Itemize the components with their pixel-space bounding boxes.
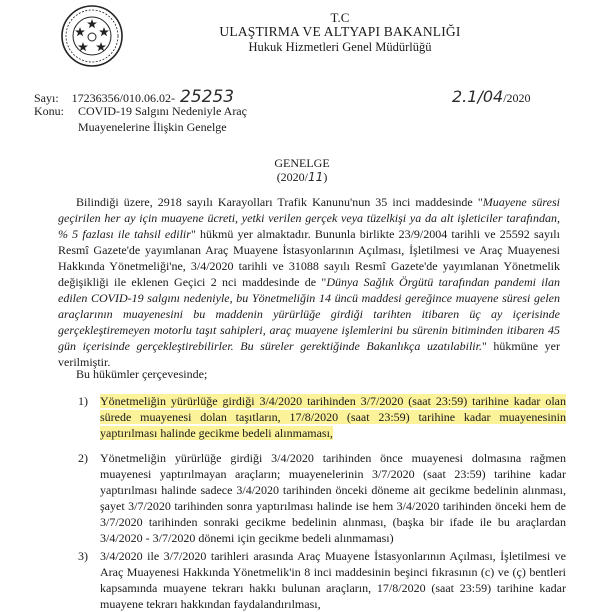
item-text: Yönetmeliğin yürürlüğe girdiği 3/4/2020 tarihinden önce muayenesi dolmasına rağmen muayenesi yaptırılmayan araçların; muayenelerinin 3/7/2020 (saat 23:59) tarihine kadar yaptırılması halinde sadece 3/4/2020 tarihinden önceki döneme ait gecikme bedelinin alınması, şayet 3/7/2020 tarihinden sonra yaptırılması halinde ise hem 3/4/2020 tarihinden önceki hem de 3/7/2020 tarihinden sonraki gecikme bedelinin alınması, (başka bir ifade ile bu araçlardan 3/4/2020 - 3/7/2020 dönemi için gecikme bedeli alınmaması) [100, 451, 566, 545]
date-row [452, 87, 531, 106]
item-2 [78, 450, 566, 546]
document-number: (2020/11) [276, 170, 328, 184]
konu-line2: Muayenelerine İlişkin Genelge [78, 120, 227, 134]
list-intro: Bu hükümler çerçevesinde; [76, 367, 208, 381]
document-title: GENELGE [274, 156, 330, 170]
header-ministry: ULAŞTIRMA VE ALTYAPI BAKANLIĞI [219, 24, 461, 39]
item-number: 2) [78, 451, 88, 465]
intro-paragraph: Bilindiği üzere, 2918 sayılı Karayolları Trafik Kanunu'nun 35 inci maddesinde "Muayene süresi geçirilen her ay için muayene ücreti, yetki verilen gerçek veya tüzelkişi ya da alt işleticiler tarafından, % 5 fazlası ile tahsil edilir" hükmü yer almaktadır. Bununla birlikte 23/9/2004 tarihli ve 25592 sayılı Resmî Gazete'de yayımlanan Araç Muayene İstasyonlarının Açılması, İşletilmesi ve Araç Muayenesi Hakkında Yönetmeliği'ne, 3/4/2020 tarihli ve 31088 sayılı Resmî Gazete'de yayımlanan Yönetmelik değişikliği ile eklenen Geçici 2 nci maddesinde de "Dünya Sağlık Örgütü tarafından pandemi ilan edilen COVID-19 salgını nedeniyle, bu Yönetmeliğin 14 üncü maddesi gereğince muayene süresi gelen araçlarının muayenesini bu maddenin yürürlüğe girdiği tarihten itibaren üç ay içerisinde gerçekleştiremeyen motorlu taşıt sahipleri, araç muayene işlemlerini bu sürenin bitiminden itibaren 45 gün içerisinde gerçekleştirebilirler. Bu süreler gerektiğinde Bakanlıkça uzatılabilir." hükmüne yer verilmiştir. [58, 195, 560, 369]
document-number-handwritten: 11 [308, 170, 324, 184]
date-handwritten: 2.1/04 [452, 87, 504, 106]
item-text: 3/4/2020 ile 3/7/2020 tarihleri arasında Araç Muayene İstasyonlarının Açılması, İşletilmesi ve Araç Muayenesi Hakkında Yönetmelik'in 8 inci maddesinin beşinci fıkrasının (c) ve (ç) bentleri kapsamında muayene tekrarı hakkı bulunan araçların, 17/8/2020 (saat 23:59) tarihine kadar muayene tekrarı hakkından faydalandırılması, [100, 549, 566, 611]
konu-line1: COVID-19 Salgını Nedeniyle Araç [78, 104, 247, 118]
header-directorate: Hukuk Hizmetleri Genel Müdürlüğü [248, 40, 432, 54]
item-number: 1) [78, 394, 88, 408]
sayi-value: 17236356/010.06.02- [71, 91, 176, 105]
sayi-label: Sayı: [34, 91, 59, 105]
item-3 [78, 548, 566, 612]
konu-label: Konu: [34, 104, 64, 118]
ministry-seal-logo [60, 4, 124, 68]
sayi-handwritten-number: 25253 [180, 87, 235, 107]
item-number: 3) [78, 549, 88, 563]
item-1 [78, 393, 566, 441]
header-tc: T.C [330, 10, 350, 25]
date-year: /2020 [503, 91, 531, 105]
item-text-highlighted: Yönetmeliğin yürürlüğe girdiği 3/4/2020 tarihinden 3/7/2020 (saat 23:59) tarihine kadar olan sürede muayenesi dolan taşıtların, 17/8/2020 (saat 23:59) tarihine kadar muayenesinin yaptırılması halinde gecikme bedeli alınmaması, [100, 394, 566, 440]
